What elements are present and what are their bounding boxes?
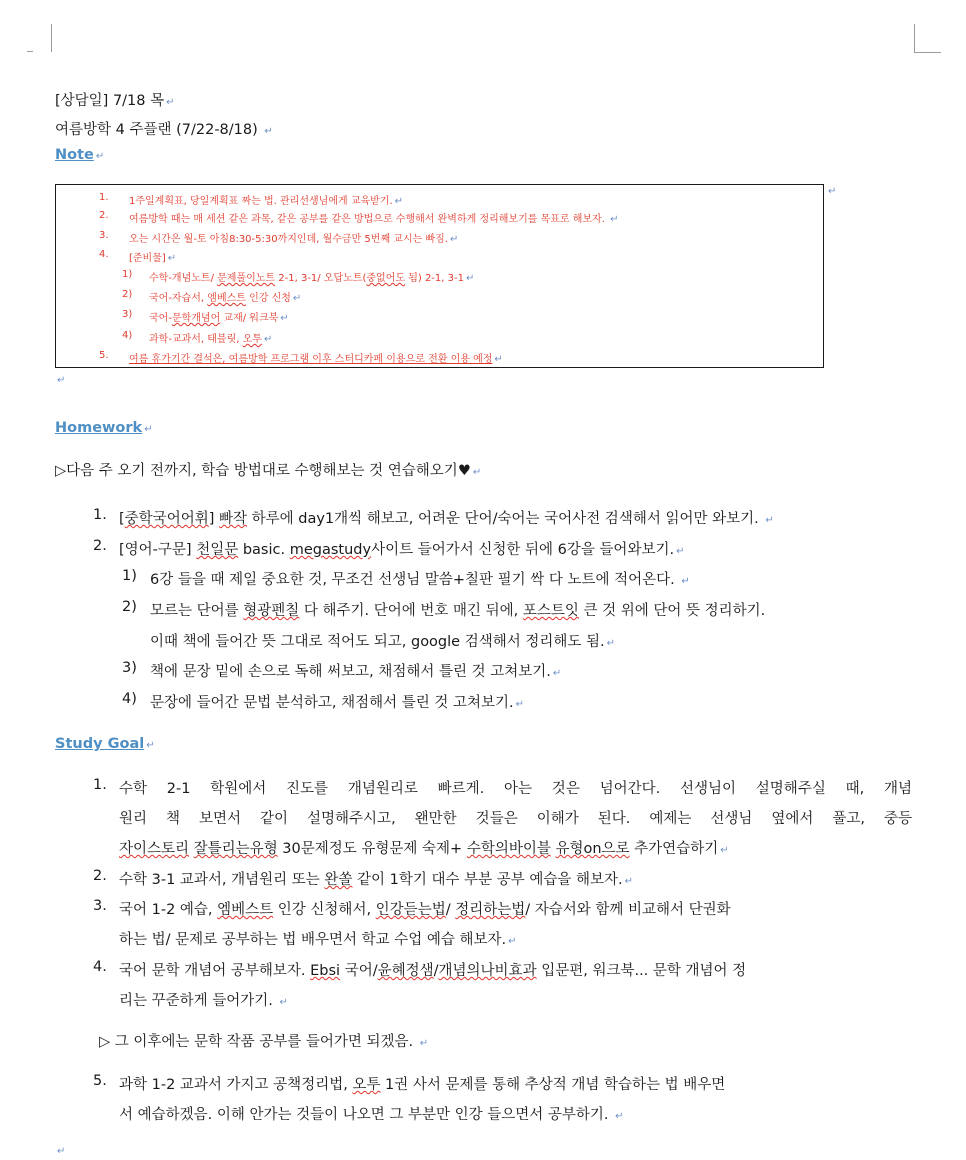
spell-flagged-word: 수학의바이블 (466, 841, 551, 857)
note-item-text: 1주일계획표, 당일계획표 짜는 법. 관리선생님에게 교육받기. (129, 196, 393, 207)
homework-subitem: 책에 문장 밑에 손으로 독해 써보고, 채점해서 틀린 것 고쳐보기. ↵ (150, 664, 562, 680)
note-subitem-number: 2) (122, 289, 133, 300)
spell-flagged-word: 자이스토리 (119, 841, 190, 857)
spell-flagged-word: 형광펜칠 (243, 603, 300, 619)
spell-flagged-word: 중없어도 (366, 273, 406, 284)
spell-flagged-word: 인강듣는법 (375, 902, 446, 918)
spell-flagged-word: 엠베스트 (217, 902, 274, 918)
note-subitem: 국어-자습서, 엠베스트 인강 신청 ↵ (149, 293, 302, 304)
study-goal-heading-line (55, 736, 155, 752)
note-item (129, 350, 503, 365)
spell-flagged-word: 완쏠 (324, 872, 353, 888)
spell-flagged-word: 빠작 (219, 511, 248, 527)
goal-item (119, 777, 912, 798)
homework-item-number: 1. (93, 507, 107, 523)
goal-item: 국어 문학 개념어 공부해보자. Ebsi 국어/윤혜정샘/개념의나비효과 입문편, 워크북... 문학 개념어 정 (119, 963, 747, 979)
paragraph-mark: ↵ (166, 97, 175, 108)
spell-flagged-word: megastudy (289, 542, 372, 558)
homework-heading-line (55, 420, 153, 436)
paragraph-mark: ↵ (292, 293, 302, 304)
homework-subitem: 문장에 들어간 문법 분석하고, 채점해서 틀린 것 고쳐보기. ↵ (150, 695, 525, 711)
homework-subitem: 모르는 단어를 형광펜칠 다 해주기. 단어에 번호 매긴 뒤에, 포스트잇 큰 것 위에 단어 뜻 정리하기. (150, 603, 766, 619)
paragraph-mark: ↵ (508, 936, 517, 947)
note-item-number: 3. (99, 230, 109, 241)
paragraph-mark: ↵ (494, 354, 503, 365)
homework-subitem-number: 3) (122, 660, 137, 676)
spell-flagged-word: 정리하는법 (455, 902, 526, 918)
paragraph-mark: ↵ (57, 1146, 66, 1157)
goal-item-continued: 리는 꾸준하게 들어가기. ↵ (119, 993, 288, 1009)
spell-flagged-word: 문학개념어 (171, 313, 221, 324)
paragraph-mark: ↵ (167, 253, 177, 264)
paragraph-mark: ↵ (95, 151, 105, 162)
note-subitem-number: 3) (122, 309, 133, 320)
paragraph-mark: ↵ (394, 196, 404, 207)
plan-line (55, 118, 273, 139)
goal-item-continued (119, 807, 912, 828)
paragraph-mark: ↵ (472, 467, 482, 478)
page-corner-mark-top-left (51, 24, 52, 52)
note-item-text: 여름 휴가기간 결석은, 여름방학 프로그램 이후 스터디카페 이용으로 전환 이용 예정 (129, 354, 493, 365)
paragraph-mark: ↵ (279, 997, 288, 1008)
goal-arrow-note: ▷ 그 이후에는 문학 작품 공부를 들어가면 되겠음. ↵ (99, 1034, 429, 1050)
spell-flagged-word: 오투 (352, 1077, 381, 1093)
paragraph-mark: ↵ (465, 273, 475, 284)
note-item-number: 5. (99, 350, 109, 361)
note-item-number: 1. (99, 192, 109, 203)
study-goal-heading: Study Goal (55, 736, 145, 752)
plan-text: 여름방학 4 주플랜 (7/22-8/18) (55, 122, 258, 138)
homework-item-number: 2. (93, 538, 107, 554)
goal-item: 수학 3-1 교과서, 개념원리 또는 완쏠 같이 1학기 대수 부분 공부 예습을 해보자. ↵ (119, 872, 634, 888)
spell-flagged-word: 유형on으로 (555, 841, 630, 857)
goal-item: 과학 1-2 교과서 가지고 공책정리법, 오투 1권 사서 문제를 통해 추상적 개념 학습하는 법 배우면 (119, 1077, 726, 1093)
goal-text-line: 원리 책 보면서 같이 설명해주시고, 왠만한 것들은 이해가 된다. 예제는 선생님 옆에서 풀고, 중등 (119, 811, 912, 827)
homework-subitem-number: 1) (122, 568, 137, 584)
note-subitem-number: 4) (122, 330, 133, 341)
note-item-number: 4. (99, 249, 109, 260)
heart-icon: ♥ (457, 463, 471, 479)
note-item (129, 230, 458, 245)
note-item (129, 192, 403, 207)
note-subitem: 국어-문학개념어 교재/ 워크북 ↵ (149, 313, 289, 324)
note-item-number: 2. (99, 210, 109, 221)
paragraph-mark: ↵ (610, 214, 619, 225)
page-corner-mark-top-right (914, 24, 941, 53)
spell-flagged-word: 천일문 (196, 542, 239, 558)
homework-subitem-continued: 이때 책에 들어간 뜻 그대로 적어도 되고, google 검색해서 정리해도 됨. ↵ (150, 634, 615, 650)
spell-flagged-word: 중학국어어휘 (124, 511, 209, 527)
paragraph-mark: ↵ (615, 1111, 624, 1122)
page-margin-dash (27, 51, 33, 52)
homework-item: [영어-구문] 천일문 basic. megastudy사이트 들어가서 신청한 뒤에 6강을 들어와보기. ↵ (119, 542, 685, 558)
homework-intro-text: ▷다음 주 오기 전까지, 학습 방법대로 수행해보는 것 연습해오기 (55, 463, 458, 479)
paragraph-mark: ↵ (606, 638, 615, 649)
paragraph-mark: ↵ (552, 668, 562, 679)
paragraph-mark: ↵ (146, 740, 155, 751)
paragraph-mark: ↵ (828, 186, 837, 197)
paragraph-mark: ↵ (263, 334, 273, 345)
paragraph-mark: ↵ (449, 234, 459, 245)
paragraph-mark: ↵ (419, 1038, 429, 1049)
spell-flagged-word: 윤혜정샘 (377, 963, 434, 979)
note-subitem: 과학-교과서, 태블릿, 오투 ↵ (149, 334, 273, 345)
paragraph-mark: ↵ (515, 699, 525, 710)
goal-item-continued: 하는 법/ 문제로 공부하는 법 배우면서 학교 수업 예습 해보자. ↵ (119, 932, 517, 948)
goal-text-line: 수학 2-1 학원에서 진도를 개념원리로 빠르게. 아는 것은 넘어간다. 선생님이 설명해주실 때, 개념 (119, 781, 912, 797)
homework-subitem-number: 4) (122, 691, 137, 707)
note-heading-line (55, 147, 104, 163)
paragraph-mark: ↵ (280, 313, 289, 324)
goal-item-number: 4. (93, 959, 107, 975)
goal-item: 국어 1-2 예습, 엠베스트 인강 신청해서, 인강듣는법/ 정리하는법/ 자습서와 함께 비교해서 단권화 (119, 902, 731, 918)
paragraph-mark: ↵ (765, 515, 774, 526)
spell-flagged-word: 엠베스트 (207, 293, 246, 304)
paragraph-mark: ↵ (676, 546, 685, 557)
spell-flagged-word: 개념의나비효과 (438, 963, 537, 979)
note-heading: Note (55, 147, 94, 163)
homework-item: [중학국어어휘] 빠작 하루에 day1개씩 해보고, 어려운 단어/숙어는 국어사전 검색해서 읽어만 와보기. ↵ (119, 511, 774, 527)
paragraph-mark: ↵ (720, 845, 729, 856)
goal-item-number: 5. (93, 1073, 107, 1089)
paragraph-mark: ↵ (264, 126, 273, 137)
homework-subitem-number: 2) (122, 599, 137, 615)
spell-flagged-word: 포스트잇 (522, 603, 579, 619)
homework-intro (55, 459, 481, 480)
spell-flagged-word: 잘틀리는유형 (193, 841, 278, 857)
note-subitem: 수학-개념노트/ 문제풀이노트 2-1, 3-1/ 오답노트(중없어도 됨) 2-1, 3-1 ↵ (149, 273, 475, 284)
note-item (129, 210, 618, 225)
goal-item-continued: 자이스토리 잘틀리는유형 30문제정도 유형문제 숙제+ 수학의바이블 유형on으로 추가연습하기 ↵ (119, 841, 729, 857)
goal-item-number: 1. (93, 777, 107, 793)
paragraph-mark: ↵ (681, 576, 690, 587)
goal-item-number: 2. (93, 868, 107, 884)
note-item-text: 오는 시간은 월-토 아침8:30-5:30까지인데, 월수금만 5번째 교시는 빠짐. (129, 234, 448, 245)
note-subitem-number: 1) (122, 269, 133, 280)
paragraph-mark: ↵ (624, 876, 634, 887)
spell-flagged-word: 오투 (242, 334, 262, 345)
note-box (55, 184, 824, 368)
paragraph-mark: ↵ (144, 424, 153, 435)
homework-heading: Homework (55, 420, 143, 436)
note-item-text: [준비물] (129, 253, 166, 264)
note-item (129, 249, 176, 264)
goal-item-number: 3. (93, 898, 107, 914)
consult-date-line (55, 89, 175, 110)
homework-subitem: 6강 들을 때 제일 중요한 것, 무조건 선생님 말씀+칠판 필기 싹 다 노트에 적어온다. ↵ (150, 572, 690, 588)
consult-date-text: [상담일] 7/18 목 (55, 93, 165, 109)
goal-item-continued: 서 예습하겠음. 이해 안가는 것들이 나오면 그 부분만 인강 들으면서 공부하기. ↵ (119, 1107, 624, 1123)
paragraph-mark: ↵ (57, 375, 66, 386)
note-item-text: 여름방학 때는 매 세션 같은 과목, 같은 공부를 같은 방법으로 수행해서 완벽하게 정리해보기를 목표로 해보자. (129, 214, 605, 225)
spell-flagged-word: 문제풀이노트 (217, 273, 276, 284)
spell-flagged-word: Ebsi (310, 963, 341, 979)
